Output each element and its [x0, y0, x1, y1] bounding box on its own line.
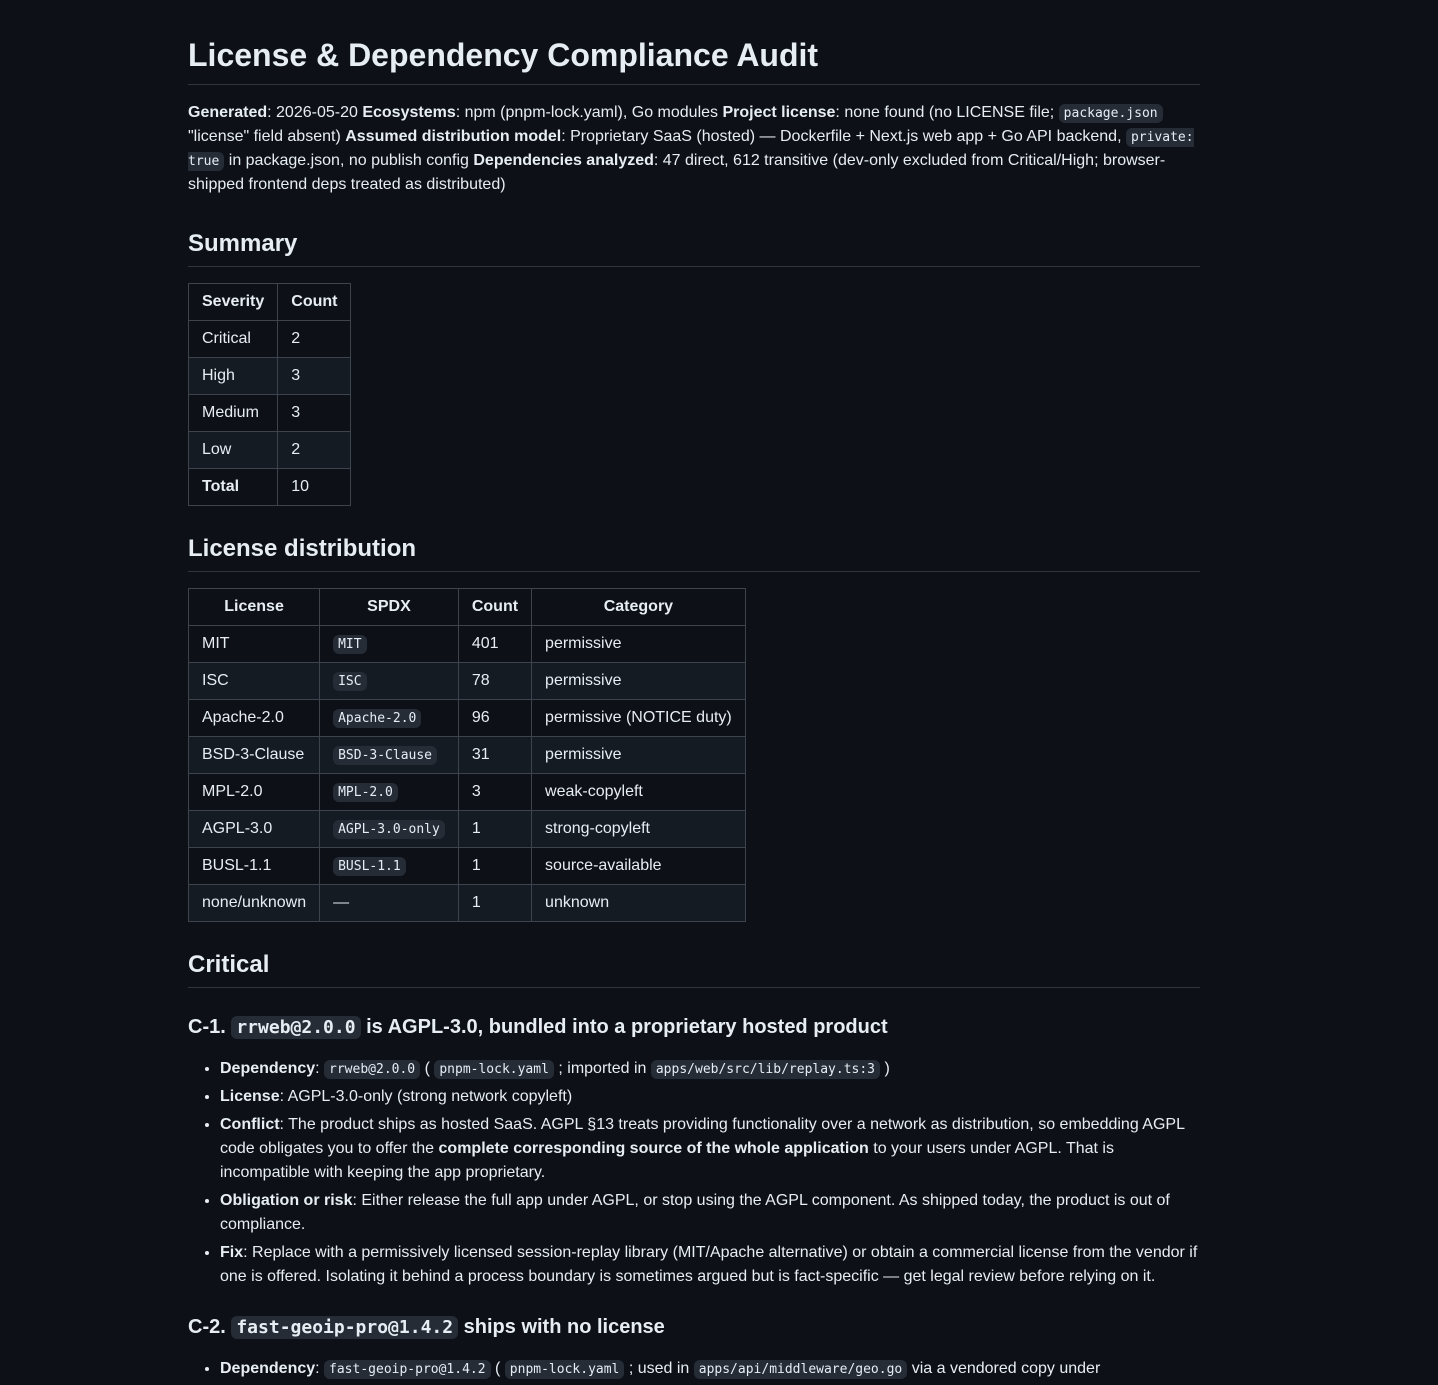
c2-code: fast-geoip-pro@1.4.2 [231, 1316, 458, 1339]
category-cell: unknown [532, 885, 746, 922]
summary-header-count: Count [278, 284, 351, 321]
c1-dependency-code1: rrweb@2.0.0 [324, 1060, 420, 1079]
c2-prefix: C-2. [188, 1316, 232, 1338]
spdx-cell [320, 774, 459, 811]
table-row [189, 358, 351, 395]
license-cell: AGPL-3.0 [189, 811, 320, 848]
summary-table [188, 283, 351, 506]
summary-header-row [189, 284, 351, 321]
table-row [189, 811, 746, 848]
generated-label: Generated [188, 104, 268, 121]
distribution-tail: in package.json, no publish config [224, 152, 474, 169]
license-cell: MIT [189, 626, 320, 663]
project-license-tail: "license" field absent) [188, 128, 346, 145]
total-count: 10 [278, 469, 351, 506]
license-cell: MPL-2.0 [189, 774, 320, 811]
header-spdx: SPDX [320, 589, 459, 626]
c1-dependency-mid2: ; imported in [553, 1060, 651, 1077]
license-cell: Apache-2.0 [189, 700, 320, 737]
table-row [189, 737, 746, 774]
table-row [189, 774, 746, 811]
page-title: License & Dependency Compliance Audit [188, 0, 1200, 85]
header-count: Count [458, 589, 531, 626]
c2-dependency-label: Dependency [220, 1360, 316, 1377]
c1-obligation-value: : Either release the full app under AGPL, or stop using the AGPL component. As shipped today, the product is out of compliance. [220, 1192, 1170, 1233]
ecosystems-value: : npm (pnpm-lock.yaml), Go modules [455, 104, 723, 121]
category-cell: source-available [532, 848, 746, 885]
table-row [189, 663, 746, 700]
c2-suffix: ships with no license [458, 1316, 665, 1338]
spdx-code: ISC [333, 672, 366, 691]
table-row [189, 626, 746, 663]
spdx-cell [320, 663, 459, 700]
spdx-cell [320, 700, 459, 737]
spdx-code: MIT [333, 635, 366, 654]
category-cell: weak-copyleft [532, 774, 746, 811]
severity-cell: High [189, 358, 278, 395]
c2-dependency-mid2: ; used in [624, 1360, 694, 1377]
c1-license-value: : AGPL-3.0-only (strong network copyleft) [279, 1088, 573, 1105]
distribution-label: Assumed distribution model [345, 128, 562, 145]
deps-value: : 47 direct, 612 transitive (dev-only excluded from Critical/High; browser-shipped frontend deps treated as distributed) [188, 152, 1166, 193]
total-row [189, 469, 351, 506]
document [188, 0, 1200, 1385]
c1-fix-value: : Replace with a permissively licensed session-replay library (MIT/Apache alternative) or obtain a commercial license from the vendor if one is offered. Isolating it behind a process boundary is sometimes argued but is fact-specific — get legal review before relying on it. [220, 1244, 1198, 1285]
spdx-cell [320, 811, 459, 848]
list-item: • Dependency: fast-geoip-pro@1.4.2 ( pnpm-lock.yaml ; used in apps/api/middleware/geo.go via a vendored copy under [220, 1357, 1200, 1381]
category-cell: permissive [532, 626, 746, 663]
summary-heading: Summary [188, 229, 1200, 267]
severity-cell: Critical [189, 321, 278, 358]
critical-heading: Critical [188, 950, 1200, 988]
project-license-value: : none found (no LICENSE file; [835, 104, 1059, 121]
table-row [189, 848, 746, 885]
deps-label: Dependencies analyzed [473, 152, 654, 169]
header-license: License [189, 589, 320, 626]
c1-dependency-mid1: ( [420, 1060, 435, 1077]
distribution-value: : Proprietary SaaS (hosted) — Dockerfile + Next.js web app + Go API backend, [561, 128, 1126, 145]
spdx-code: AGPL-3.0-only [333, 820, 445, 839]
spdx-cell [320, 737, 459, 774]
list-item: • Dependency: rrweb@2.0.0 ( pnpm-lock.yaml ; imported in apps/web/src/lib/replay.ts:3 ) [220, 1057, 1200, 1081]
license-cell: none/unknown [189, 885, 320, 922]
distribution-code: private: true [188, 130, 1194, 169]
spdx-cell: — [320, 885, 459, 922]
c1-obligation-label: Obligation or risk [220, 1192, 353, 1209]
license-cell: BUSL-1.1 [189, 848, 320, 885]
c1-dependency-code3: apps/web/src/lib/replay.ts:3 [651, 1060, 880, 1079]
c1-fix-label: Fix [220, 1244, 244, 1261]
count-cell: 31 [458, 737, 531, 774]
distribution-header-row [189, 589, 746, 626]
c1-dependency-code2: pnpm-lock.yaml [434, 1060, 554, 1079]
finding-c1-list [188, 1057, 1200, 1289]
list-item [220, 1241, 1200, 1289]
c1-license-label: License [220, 1088, 280, 1105]
c2-dependency-mid1: ( [490, 1360, 505, 1377]
table-row [189, 885, 746, 922]
table-row [189, 321, 351, 358]
category-cell: permissive [532, 663, 746, 700]
spdx-cell [320, 626, 459, 663]
summary-header-severity: Severity [189, 284, 278, 321]
count-cell: 1 [458, 885, 531, 922]
spdx-code: MPL-2.0 [333, 783, 398, 802]
distribution-heading: License distribution [188, 534, 1200, 572]
severity-cell: Low [189, 432, 278, 469]
license-cell: ISC [189, 663, 320, 700]
count-cell: 78 [458, 663, 531, 700]
c1-dependency-end: ) [880, 1060, 890, 1077]
ecosystems-label: Ecosystems [362, 104, 456, 121]
c2-dependency-end: via a vendored copy under [907, 1360, 1101, 1377]
category-cell: strong-copyleft [532, 811, 746, 848]
count-cell: 2 [278, 432, 351, 469]
count-cell: 3 [278, 358, 351, 395]
spdx-code: Apache-2.0 [333, 709, 421, 728]
header-category: Category [532, 589, 746, 626]
count-cell: 96 [458, 700, 531, 737]
count-cell: 401 [458, 626, 531, 663]
c2-dependency-code3: apps/api/middleware/geo.go [694, 1360, 908, 1379]
c2-dependency-code2: pnpm-lock.yaml [505, 1360, 625, 1379]
list-item [220, 1085, 1200, 1109]
c1-conflict-tail: to your users under AGPL. That is incompatible with keeping the app proprietary. [220, 1140, 1114, 1181]
c1-conflict-value: : The product ships as hosted SaaS. AGPL §13 treats providing functionality over a network as distribution, so embedding AGPL code obligates you to offer the [220, 1116, 1185, 1157]
list-item [220, 1113, 1200, 1185]
severity-cell: Medium [189, 395, 278, 432]
list-item [220, 1189, 1200, 1237]
project-license-code: package.json [1059, 104, 1163, 123]
count-cell: 3 [458, 774, 531, 811]
spdx-code: BSD-3-Clause [333, 746, 437, 765]
c1-code: rrweb@2.0.0 [231, 1016, 360, 1039]
finding-c2-heading [188, 1313, 1200, 1341]
finding-c1-heading [188, 1013, 1200, 1041]
category-cell: permissive [532, 737, 746, 774]
category-cell: permissive (NOTICE duty) [532, 700, 746, 737]
finding-c2-list [188, 1357, 1200, 1381]
count-cell: 1 [458, 811, 531, 848]
table-row [189, 700, 746, 737]
c1-conflict-label: Conflict [220, 1116, 280, 1133]
table-row [189, 395, 351, 432]
total-label [189, 469, 278, 506]
c2-dependency-code1: fast-geoip-pro@1.4.2 [324, 1360, 491, 1379]
count-cell: 1 [458, 848, 531, 885]
table-row [189, 432, 351, 469]
c1-dependency-label: Dependency [220, 1060, 316, 1077]
spdx-cell [320, 848, 459, 885]
project-license-label: Project license [722, 104, 836, 121]
count-cell: 2 [278, 321, 351, 358]
c1-prefix: C-1. [188, 1016, 232, 1038]
c1-suffix: is AGPL-3.0, bundled into a proprietary hosted product [360, 1016, 888, 1038]
c1-conflict-bold: complete corresponding source of the whole application [438, 1140, 869, 1157]
spdx-code: BUSL-1.1 [333, 857, 406, 876]
generated-value: : 2026-05-20 [267, 104, 363, 121]
audit-metadata [188, 101, 1200, 197]
distribution-table [188, 588, 746, 922]
total-label-text: Total [202, 478, 240, 495]
count-cell: 3 [278, 395, 351, 432]
license-cell: BSD-3-Clause [189, 737, 320, 774]
